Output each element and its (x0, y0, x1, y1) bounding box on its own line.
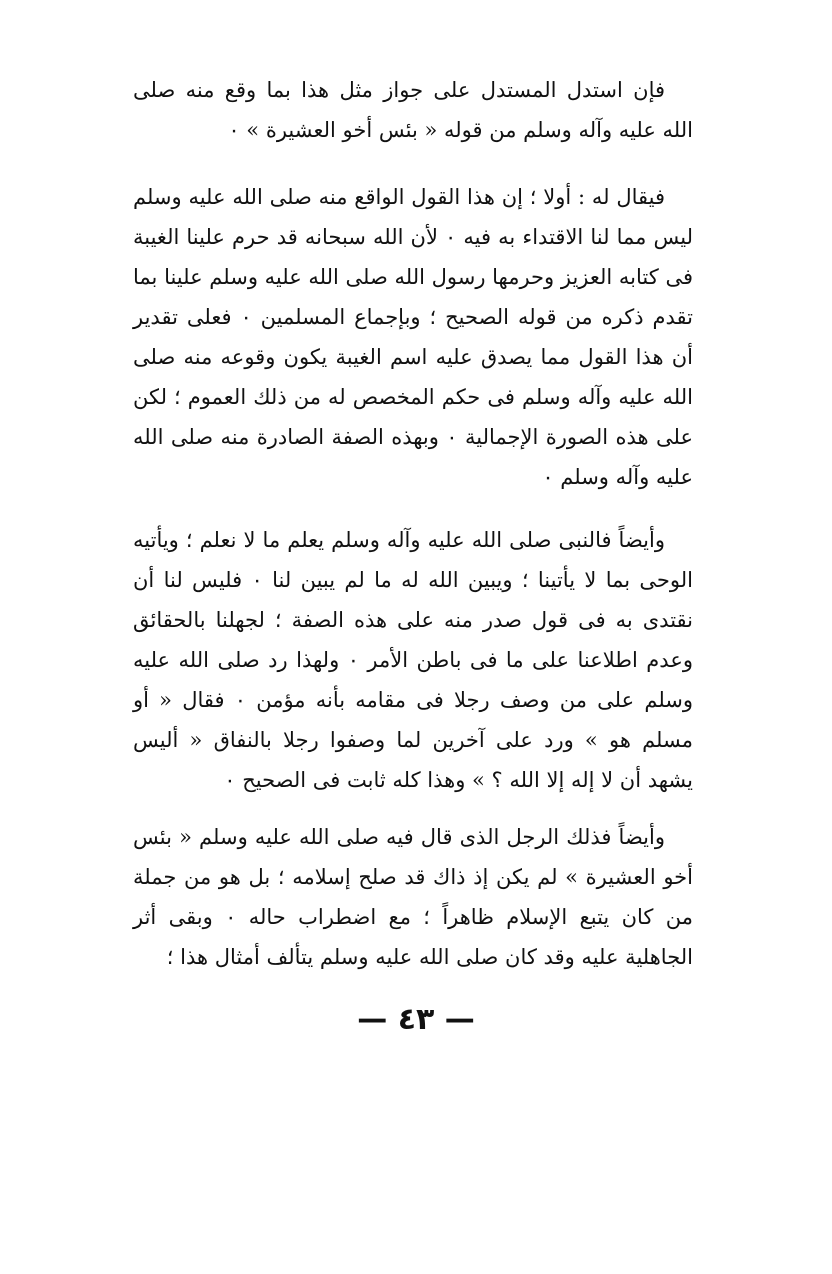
paragraph-text: وأيضاً فالنبى صلى الله عليه وآله وسلم يعلم ما لا نعلم ؛ ويأتيه الوحى بما لا يأتينا ؛ ويبين الله له ما لم يبين لنا ٠ فليس لنا أن نقتدى به فى قول صدر منه على هذه الصفة ؛ لجهلنا بالحقائق وعدم اطلاعنا على ما فى باطن الأمر ٠ ولهذا رد صلى الله عليه وسلم على من وصف رجلا فى مقامه بأنه مؤمن ٠ فقال « أو مسلم هو » ورد على آخرين لما وصفوا رجلا بالنفاق « أليس يشهد أن لا إله إلا الله ؟ » وهذا كله ثابت فى الصحيح ٠ (133, 528, 694, 792)
paragraph-text: فإن استدل المستدل على جواز مثل هذا بما وقع منه صلى الله عليه وآله وسلم من قوله « بئس أخو العشيرة » ٠ (133, 78, 693, 142)
paragraph-3 (133, 520, 693, 800)
paragraph-text: وأيضاً فذلك الرجل الذى قال فيه صلى الله عليه وسلم « بئس أخو العشيرة » لم يكن إذ ذاك قد صلح إسلامه ؛ بل هو من جملة من كان يتبع الإسلام ظاهراً ؛ مع اضطراب حاله ٠ وبقى أثر الجاهلية عليه وقد كان صلى الله عليه وسلم يتألف أمثال هذا ؛ (133, 825, 693, 969)
paragraph-2 (133, 177, 693, 497)
page-number: — ٤٣ — (357, 1002, 475, 1037)
paragraph-text: فيقال له : أولا ؛ إن هذا القول الواقع منه صلى الله عليه وسلم ليس مما لنا الاقتداء به فيه ٠ لأن الله سبحانه قد حرم علينا الغيبة فى كتابه العزيز وحرمها رسول الله صلى الله عليه وسلم علينا بما تقدم ذكره من قوله الصحيح ؛ وبإجماع المسلمين ٠ فعلى تقدير أن هذا القول مما يصدق عليه اسم الغيبة يكون وقوعه منه صلى الله عليه وآله وسلم فى حكم المخصص له من ذلك العموم ؛ لكن على هذه الصورة الإجمالية ٠ وبهذه الصفة الصادرة منه صلى الله عليه وآله وسلم ٠ (133, 185, 694, 489)
paragraph-1 (133, 70, 693, 150)
paragraph-4 (133, 817, 693, 977)
